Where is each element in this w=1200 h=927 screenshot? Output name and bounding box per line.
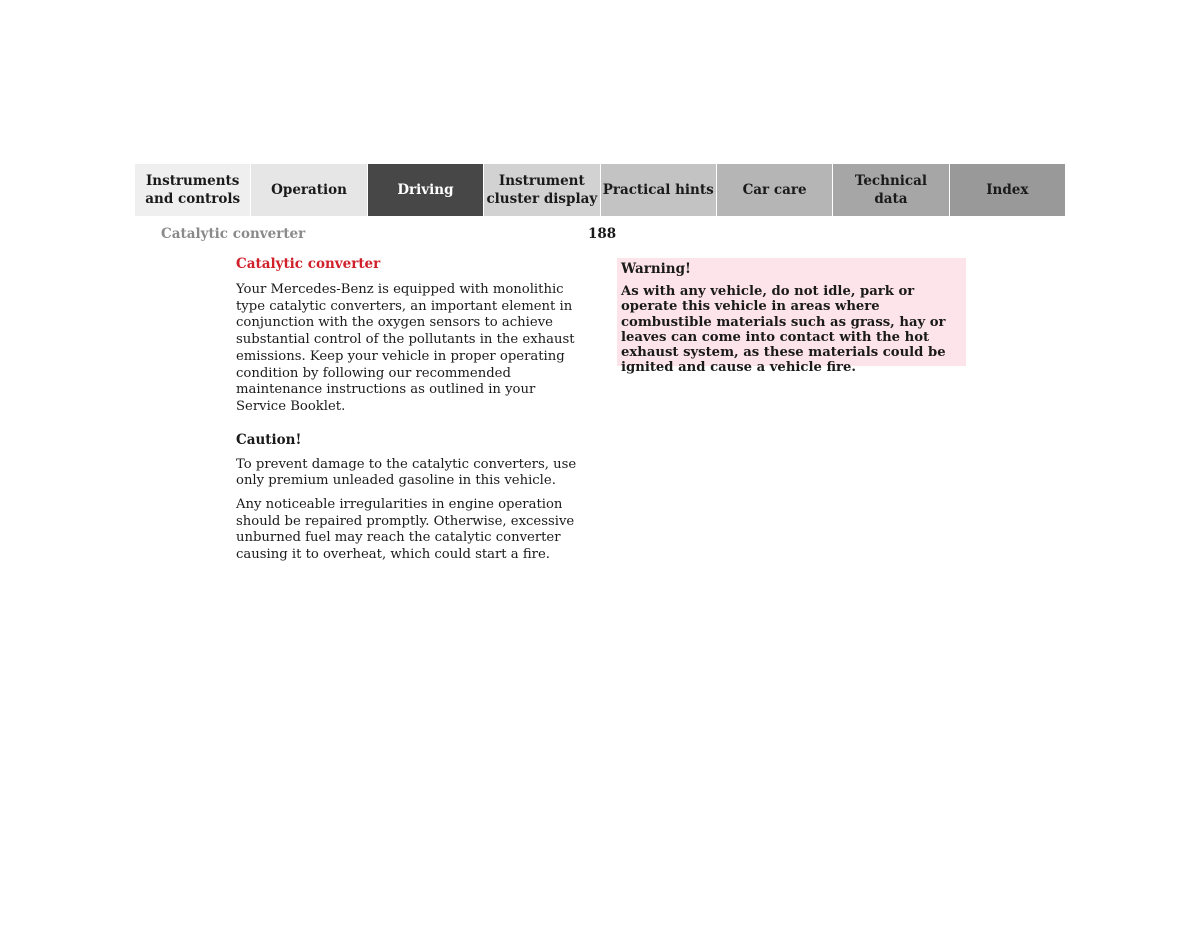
tab-index[interactable]: Index — [949, 164, 1065, 216]
warning-box — [617, 258, 966, 376]
tab-operation[interactable]: Operation — [250, 164, 366, 216]
caution-paragraph-1: To prevent damage to the catalytic converters, use only premium unleaded gasoline in this vehicle. — [236, 456, 577, 489]
main-content — [236, 256, 588, 564]
caution-heading: Caution! — [236, 431, 302, 448]
caution-paragraph-2: Any noticeable irregularities in engine operation should be repaired promptly. Otherwise, excessive unburned fuel may reach the catalytic converter causing it to overheat, which could start a fire. — [236, 497, 575, 563]
tab-instruments-and-controls[interactable]: Instruments and controls — [135, 164, 250, 216]
section-tab-bar — [135, 164, 1065, 216]
running-head: Catalytic converter — [161, 226, 306, 242]
section-heading: Catalytic converter — [236, 256, 381, 272]
intro-paragraph: Your Mercedes-Benz is equipped with monolithic type catalytic converters, an important element in conjunction with the oxygen sensors to achieve substantial control of the pollutants in the exhaust emissions. Keep your vehicle in proper operating condition by following our recommended maintenance instructions as outlined in your Service Booklet. — [236, 282, 575, 414]
tab-driving[interactable]: Driving — [367, 164, 483, 216]
tab-car-care[interactable]: Car care — [716, 164, 832, 216]
tab-technical-data[interactable]: Technical data — [832, 164, 948, 216]
tab-instrument-cluster-display[interactable]: Instrument cluster display — [483, 164, 599, 216]
warning-text: As with any vehicle, do not idle, park or operate this vehicle in areas where combustible materials such as grass, hay or leaves can come into contact with the hot exhaust system, as these materials could be ignited and cause a vehicle fire. — [621, 284, 946, 376]
warning-title: Warning! — [621, 261, 691, 277]
page-number: 188 — [588, 226, 617, 242]
tab-practical-hints[interactable]: Practical hints — [600, 164, 716, 216]
